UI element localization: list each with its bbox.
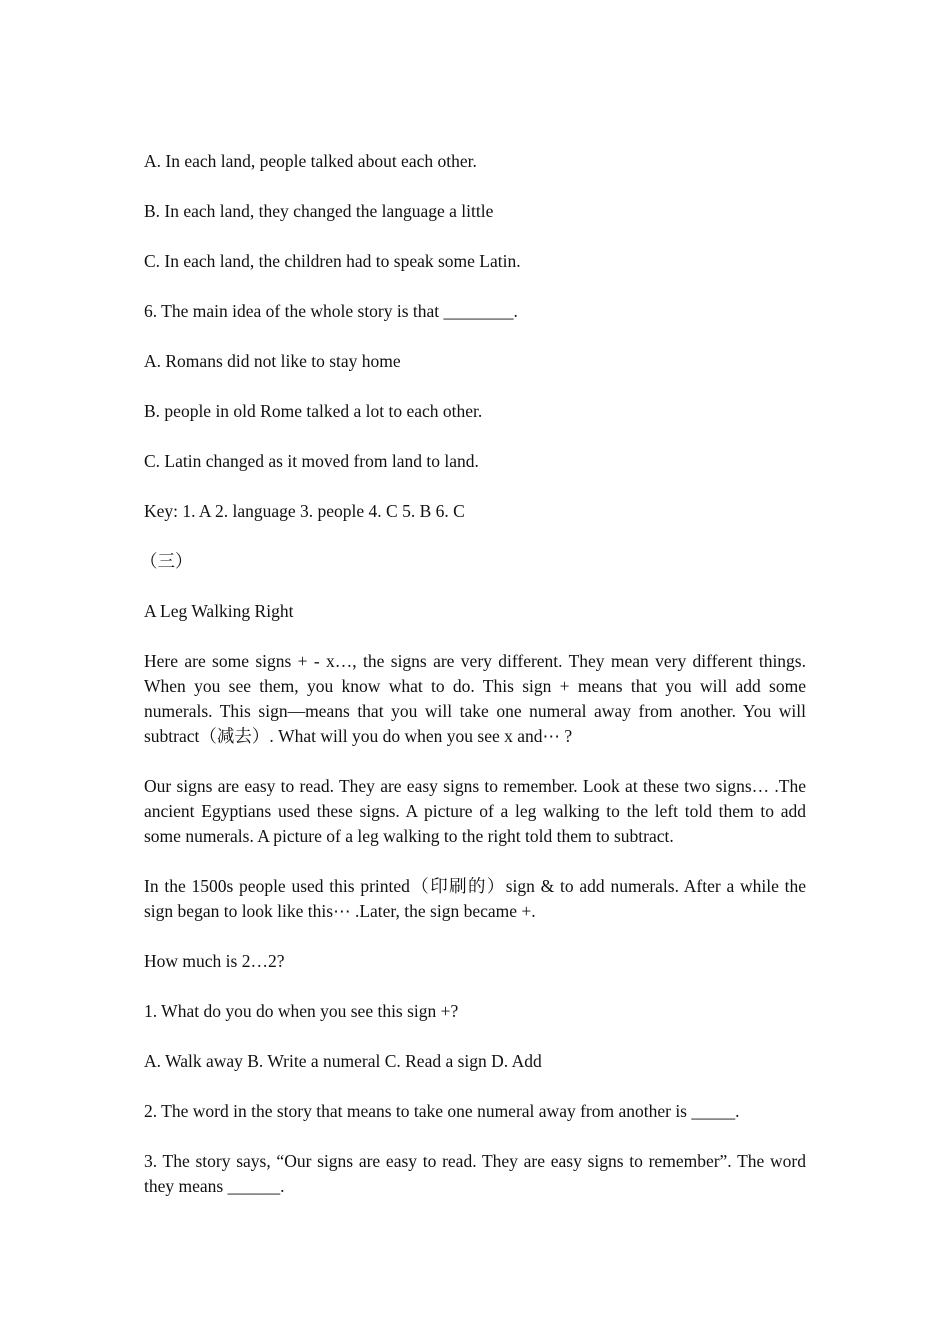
- question-2: 2. The word in the story that means to take one numeral away from another is _____.: [144, 1101, 740, 1121]
- paragraph-1: Here are some signs + - x…, the signs are very different. They mean very different things. When you see them, you know what to do. This sign + means that you will add some numerals. This sign—means that you will take one numeral away from another. You will subtract（减去）. What will you do when you see x and⋯ ?: [144, 651, 806, 746]
- paragraph-4: How much is 2…2?: [144, 951, 285, 971]
- question-6: 6. The main idea of the whole story is that ________.: [144, 301, 518, 321]
- option-c-previous-question: C. In each land, the children had to speak some Latin.: [144, 251, 521, 271]
- paragraph-2: Our signs are easy to read. They are easy signs to remember. Look at these two signs… .The ancient Egyptians used these signs. A picture of a leg walking to the left told them to add some numerals. A picture of a leg walking to the right told them to subtract.: [144, 776, 806, 846]
- document-page: [140, 149, 806, 1224]
- story-title: A Leg Walking Right: [144, 601, 294, 621]
- option-b-previous-question: B. In each land, they changed the language a little: [144, 201, 494, 221]
- option-a-previous-question: A. In each land, people talked about each other.: [144, 151, 477, 171]
- question-1: 1. What do you do when you see this sign +?: [144, 1001, 459, 1021]
- section-heading: （三）: [140, 551, 193, 571]
- question-6-option-c: C. Latin changed as it moved from land to land.: [144, 451, 479, 471]
- question-6-option-b: B. people in old Rome talked a lot to each other.: [144, 401, 483, 421]
- question-1-options: A. Walk away B. Write a numeral C. Read a sign D. Add: [144, 1051, 542, 1071]
- answer-key: Key: 1. A 2. language 3. people 4. C 5. B 6. C: [144, 501, 465, 521]
- paragraph-3: In the 1500s people used this printed（印刷的）sign & to add numerals. After a while the sign began to look like this⋯ .Later, the sign became +.: [144, 876, 806, 921]
- question-3: 3. The story says, “Our signs are easy to read. They are easy signs to remember”. The word they means ______.: [144, 1151, 806, 1196]
- question-6-option-a: A. Romans did not like to stay home: [144, 351, 401, 371]
